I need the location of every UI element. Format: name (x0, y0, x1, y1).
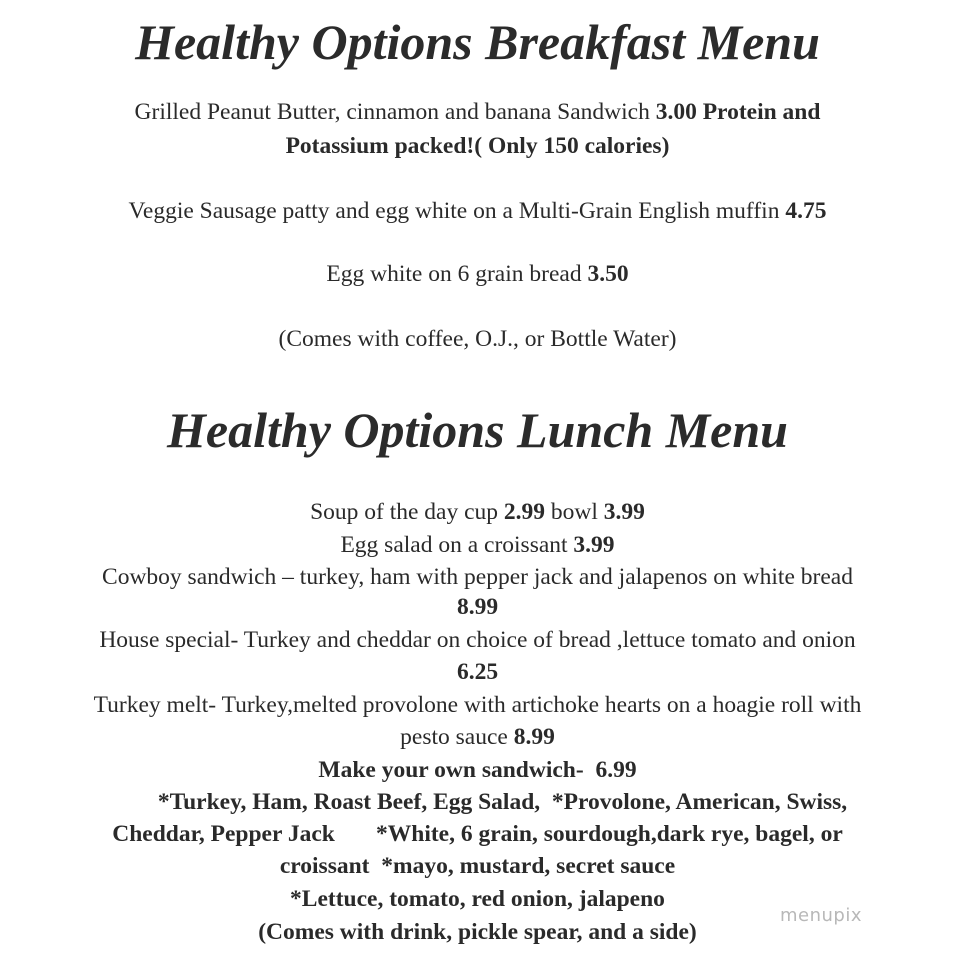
breakfast-item-egg-white (0, 259, 955, 289)
lunch-item-soup (0, 497, 955, 527)
lunch-item-cowboy-price (0, 592, 955, 622)
make-your-own-options-2 (0, 819, 955, 849)
lunch-item-house-special-price (0, 657, 955, 687)
options-text: *Turkey, Ham, Roast Beef, Egg Salad, *Provolone, American, Swiss, (157, 789, 848, 815)
item-price: 6.25 (456, 659, 499, 685)
item-price: 3.99 (573, 532, 615, 558)
item-price: 3.99 (603, 499, 645, 525)
breakfast-note: (Comes with coffee, O.J., or Bottle Water) (278, 326, 677, 352)
item-description: Egg white on 6 grain bread (326, 261, 588, 287)
note-text: (Comes with drink, pickle spear, and a side) (258, 919, 697, 945)
item-price: 3.50 (587, 261, 629, 287)
watermark-logo: menupix (780, 905, 863, 926)
make-your-own-heading: Make your own sandwich- 6.99 (318, 757, 637, 783)
lunch-item-egg-salad (0, 530, 955, 560)
lunch-item-house-special: House special- Turkey and cheddar on choice of bread ,lettuce tomato and onion (99, 627, 856, 653)
item-price: 3.00 Protein and (655, 99, 821, 125)
item-price: 4.75 (785, 198, 827, 224)
item-price: 8.99 (513, 724, 555, 750)
item-note: Potassium packed!( Only 150 calories) (285, 133, 670, 159)
breakfast-menu-title: Healthy Options Breakfast Menu (135, 14, 820, 70)
make-your-own-options-1 (0, 787, 955, 817)
breakfast-item-pb-sandwich-note (0, 131, 955, 161)
item-description: Grilled Peanut Butter, cinnamon and banana Sandwich (134, 99, 656, 125)
options-text: Cheddar, Pepper Jack *White, 6 grain, sourdough,dark rye, bagel, or (112, 821, 843, 847)
item-price: 2.99 (503, 499, 546, 525)
breakfast-item-veggie-sausage (0, 196, 955, 226)
item-description: Veggie Sausage patty and egg white on a Multi-Grain English muffin (128, 198, 786, 224)
make-your-own-title (0, 755, 955, 785)
item-description: Egg salad on a croissant (340, 532, 574, 558)
options-text: *Lettuce, tomato, red onion, jalapeno (290, 886, 665, 912)
item-description: pesto sauce (400, 724, 514, 750)
item-price: 8.99 (456, 594, 499, 620)
lunch-item-turkey-melt: Turkey melt- Turkey,melted provolone with artichoke hearts on a hoagie roll with (93, 692, 862, 718)
lunch-item-turkey-melt-cont (0, 722, 955, 752)
item-description: bowl (545, 499, 604, 525)
lunch-menu-title: Healthy Options Lunch Menu (167, 402, 788, 458)
item-description: Soup of the day cup (310, 499, 504, 525)
breakfast-item-pb-sandwich (0, 97, 955, 127)
lunch-item-cowboy: Cowboy sandwich – turkey, ham with pepper jack and jalapenos on white bread (102, 564, 853, 590)
make-your-own-options-3 (0, 851, 955, 881)
options-text: croissant *mayo, mustard, secret sauce (279, 853, 676, 879)
